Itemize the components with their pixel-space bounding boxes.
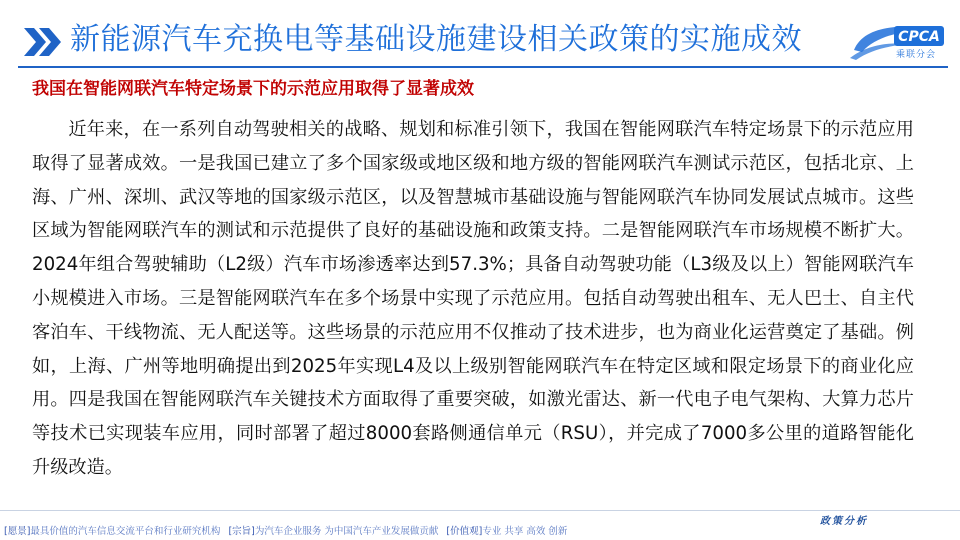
values-text: 专业 共享 高效 创新 [482, 526, 568, 537]
vision-label: [愿景] [4, 526, 31, 537]
title-divider [18, 66, 948, 68]
logo-subtext: 乘联分会 [896, 50, 937, 60]
footer [4, 523, 567, 537]
page-title: 新能源汽车充换电等基础设施建设相关政策的实施成效 [70, 22, 802, 57]
footer-divider [0, 510, 960, 511]
section-tag: 政策分析 [820, 516, 868, 527]
svg-text:CPCA: CPCA [898, 29, 940, 45]
section-subtitle: 我国在智能网联汽车特定场景下的示范应用取得了显著成效 [32, 79, 474, 99]
body-paragraph: 近年来，在一系列自动驾驶相关的战略、规划和标准引领下，我国在智能网联汽车特定场景下的示范应用取得了显著成效。一是我国已建立了多个国家级或地区级和地方级的智能网联汽车测试示范区，包括北京、上海、广州、深圳、武汉等地的国家级示范区，以及智慧城市基础设施与智能网联汽车协同发展试点城市。这些区域为智能网联汽车的测试和示范提供了良好的基础设施和政策支持。二是智能网联汽车市场规模不断扩大。2024年组合驾驶辅助（L2级）汽车市场渗透率达到57.3%；具备自动驾驶功能（L3级及以上）智能网联汽车小规模进入市场。三是智能网联汽车在多个场景中实现了示范应用。包括自动驾驶出租车、无人巴士、自主代客泊车、干线物流、无人配送等。这些场景的示范应用不仅推动了技术进步，也为商业化运营奠定了基础。例如，上海、广州等地明确提出到2025年实现L4及以上级别智能网联汽车在特定区域和限定场景下的商业化应用。四是我国在智能网联汽车关键技术方面取得了重要突破，如激光雷达、新一代电子电气架构、大算力芯片等技术已实现装车应用，同时部署了超过8000套路侧通信单元（RSU），并完成了7000多公里的道路智能化升级改造。 [32, 119, 914, 478]
vision-text: 最具价值的汽车信息交流平台和行业研究机构 [30, 526, 221, 537]
double-chevron-icon [22, 26, 62, 58]
mission-label: [宗旨] [228, 526, 255, 537]
mission-text: 为汽车企业服务 为中国汽车产业发展做贡献 [254, 526, 439, 537]
values-label: [价值观] [446, 526, 483, 537]
